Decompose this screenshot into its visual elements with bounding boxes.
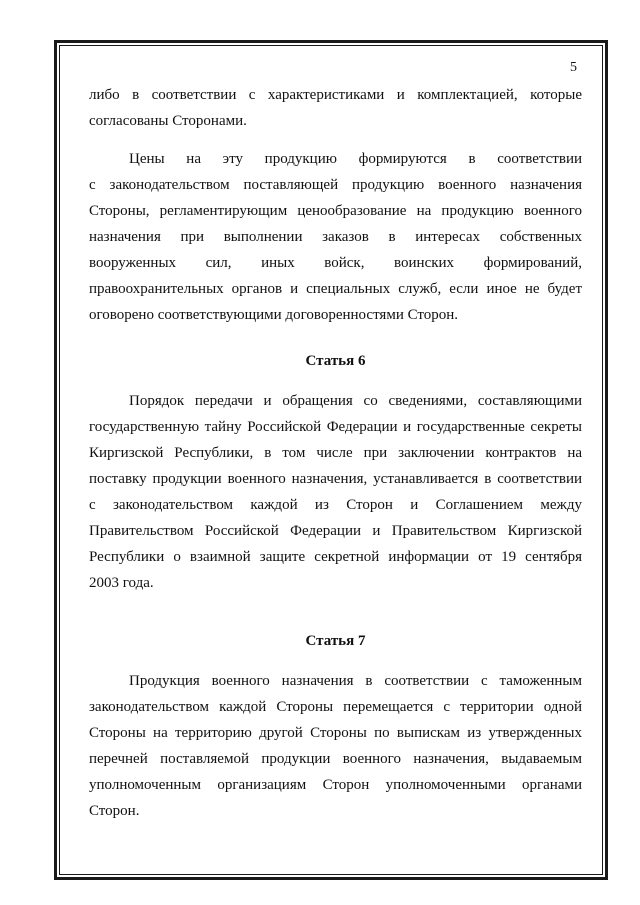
text-line: Стороны, регламентирующим ценообразование на продукцию военного — [89, 203, 582, 219]
text-line: Сторон. — [89, 803, 140, 819]
text-line: Республики о взаимной защите секретной информации от 19 сентября — [89, 549, 582, 565]
page-number: 5 — [570, 60, 577, 75]
text-line: Правительством Российской Федерации и Правительством Киргизской — [89, 523, 582, 539]
article-6-heading: Статья 6 — [305, 353, 366, 369]
text-line: с законодательством поставляющей продукцию военного назначения — [89, 177, 582, 193]
article-7-heading: Статья 7 — [305, 633, 366, 649]
text-line: с законодательством каждой из Сторон и Соглашением между — [89, 497, 582, 513]
text-line: 2003 года. — [89, 575, 154, 591]
article-6-text — [89, 388, 582, 596]
document-body — [89, 82, 582, 824]
text-line: Стороны на территорию другой Стороны по выпискам из утвержденных — [89, 725, 582, 741]
text-line: либо в соответствии с характеристиками и комплектацией, которые — [89, 87, 582, 103]
paragraph-continuation — [89, 82, 582, 134]
text-line: законодательством каждой Стороны перемещается с территории одной — [89, 699, 582, 715]
text-line: уполномоченным организациям Сторон уполномоченными органами — [89, 777, 582, 793]
text-line: правоохранительных органов и специальных служб, если иное не будет — [89, 281, 582, 297]
text-line: поставку продукции военного назначения, устанавливается в соответствии — [89, 471, 582, 487]
text-line: согласованы Сторонами. — [89, 113, 247, 129]
text-line: перечней поставляемой продукции военного назначения, выдаваемым — [89, 751, 582, 767]
text-line: вооруженных сил, иных войск, воинских формирований, — [89, 255, 582, 271]
text-line: Продукция военного назначения в соответствии с таможенным — [129, 673, 582, 689]
text-line: государственную тайну Российской Федерации и государственные секреты — [89, 419, 582, 435]
paragraph-prices — [89, 146, 582, 328]
text-line: Киргизской Республики, в том числе при заключении контрактов на — [89, 445, 582, 461]
text-line: Цены на эту продукцию формируются в соответствии — [129, 151, 582, 167]
text-line: Порядок передачи и обращения со сведениями, составляющими — [129, 393, 582, 409]
text-line: назначения при выполнении заказов в интересах собственных — [89, 229, 582, 245]
text-line: оговорено соответствующими договоренностями Сторон. — [89, 307, 459, 323]
article-7-text — [89, 668, 582, 824]
